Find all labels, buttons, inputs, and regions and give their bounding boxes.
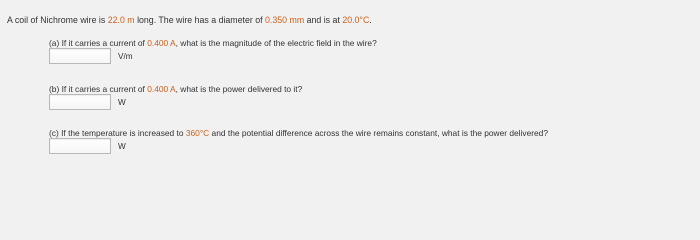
unit-label-a: V/m <box>118 51 133 61</box>
question-a <box>49 38 377 48</box>
question-c-prefix: (c) If the temperature is increased to <box>49 128 186 138</box>
answer-input-c[interactable] <box>49 138 111 154</box>
question-b-current: 0.400 A <box>147 84 176 94</box>
unit-label-c: W <box>118 141 126 151</box>
question-b-suffix: , what is the power delivered to it? <box>175 84 303 94</box>
answer-input-b[interactable] <box>49 94 111 110</box>
answer-row-a <box>49 48 133 64</box>
intro-mid: long. The wire has a diameter of <box>134 15 266 25</box>
problem-statement <box>7 15 372 25</box>
temperature-value: 20.0°C <box>342 15 370 25</box>
answer-row-b <box>49 94 126 110</box>
intro-prefix: A coil of Nichrome wire is <box>7 15 108 25</box>
question-a-suffix: , what is the magnitude of the electric field in the wire? <box>175 38 377 48</box>
diameter-value: 0.350 mm <box>265 15 305 25</box>
question-b-prefix: (b) If it carries a current of <box>49 84 148 94</box>
question-c <box>49 128 548 138</box>
question-c-suffix: and the potential difference across the wire remains constant, what is the power delivered? <box>209 128 548 138</box>
intro-suffix: . <box>369 15 372 25</box>
length-value: 22.0 m <box>107 15 135 25</box>
question-a-current: 0.400 A <box>147 38 176 48</box>
answer-row-c <box>49 138 126 154</box>
unit-label-b: W <box>118 97 126 107</box>
question-b <box>49 84 302 94</box>
question-a-prefix: (a) If it carries a current of <box>49 38 148 48</box>
intro-mid2: and is at <box>304 15 343 25</box>
answer-input-a[interactable] <box>49 48 111 64</box>
question-c-temperature: 360°C <box>185 128 210 138</box>
